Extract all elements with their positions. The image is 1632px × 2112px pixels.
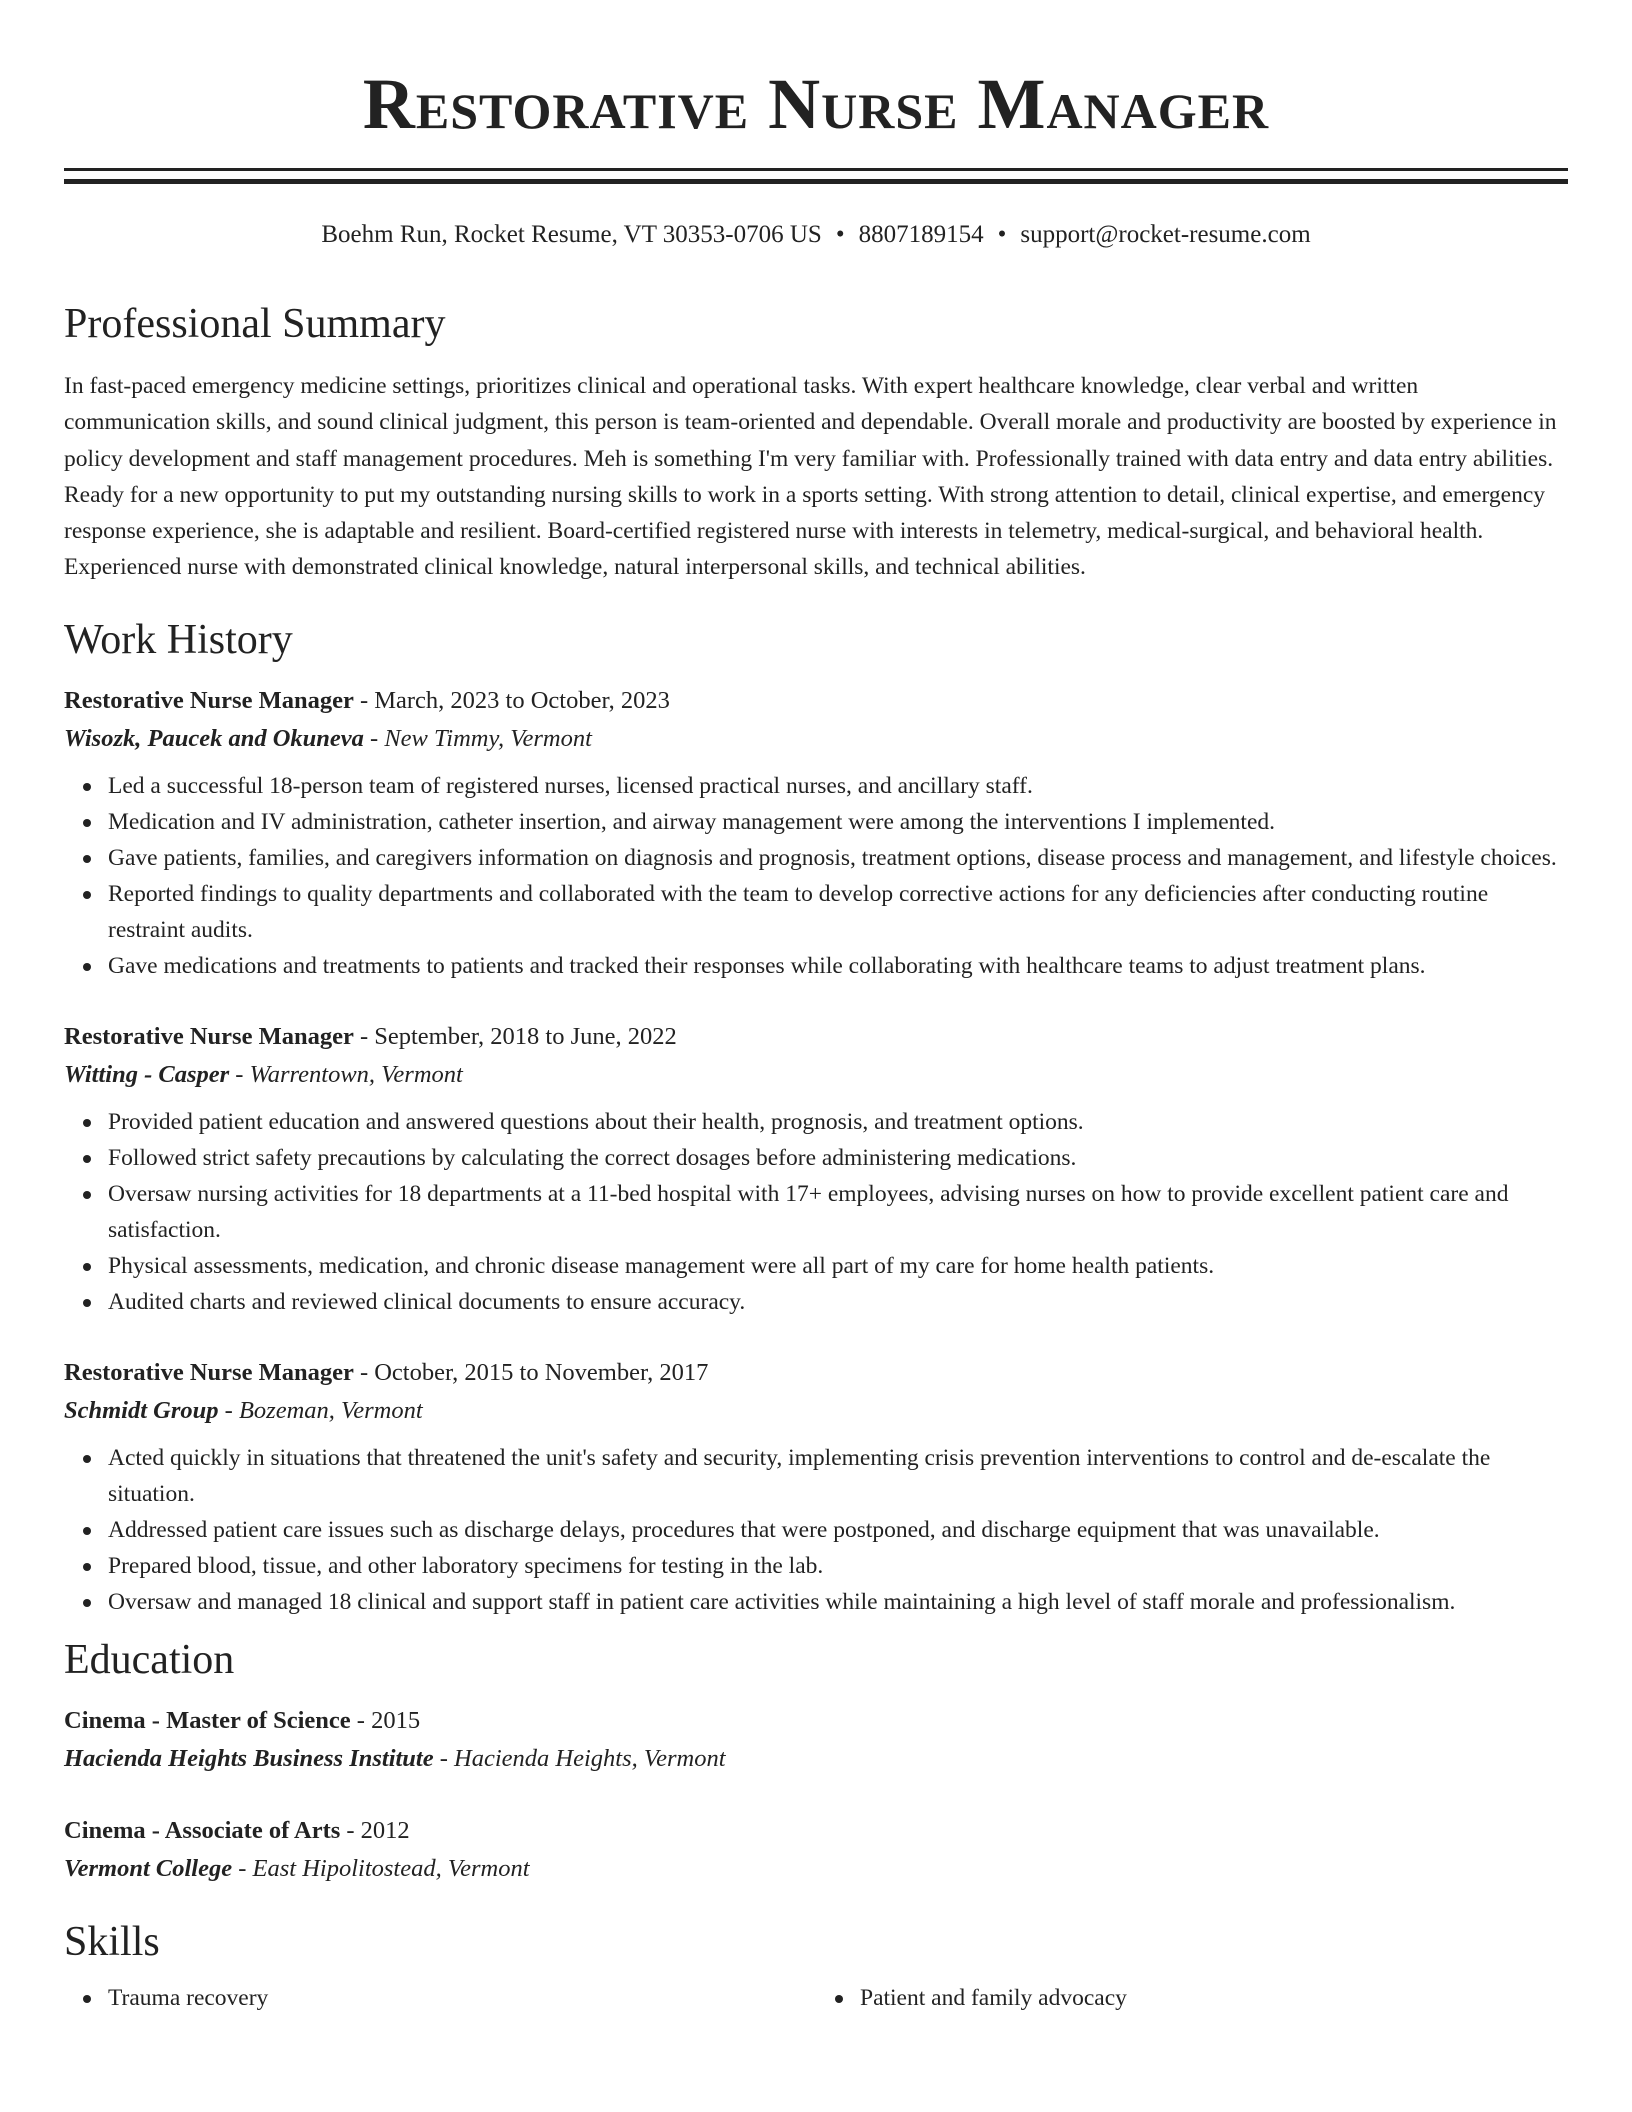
skill-item: Trauma recovery (108, 1980, 816, 2016)
job-location: - Bozeman, Vermont (218, 1396, 423, 1424)
list-item: Gave patients, families, and caregivers information on diagnosis and prognosis, treatment options, disease process and management, and lifestyle choices. (108, 840, 1568, 876)
list-item: Oversaw nursing activities for 18 departments at a 11-bed hospital with 17+ employees, advising nurses on how to provide excellent patient care and satisfaction. (108, 1176, 1568, 1248)
list-item: Physical assessments, medication, and chronic disease management were all part of my care for home health patients. (108, 1248, 1568, 1284)
contact-separator: • (997, 221, 1007, 248)
education-degree: Cinema - Associate of Arts (64, 1816, 341, 1844)
list-item: Led a successful 18-person team of registered nurses, licensed practical nurses, and ancillary staff. (108, 768, 1568, 804)
job-employer-line (64, 1392, 1568, 1430)
list-item: Addressed patient care issues such as discharge delays, procedures that were postponed, and discharge equipment that was unavailable. (108, 1512, 1568, 1548)
job-dates: - March, 2023 to October, 2023 (353, 686, 670, 714)
skills-grid (64, 1980, 1568, 2016)
job-employer: Wisozk, Paucek and Okuneva (64, 724, 364, 752)
summary-text: In fast-paced emergency medicine settings, prioritizes clinical and operational tasks. With expert healthcare knowledge, clear verbal and written communication skills, and sound clinical judgment, this person is team-oriented and dependable. Overall morale and productivity are boosted by experience in policy development and staff management procedures. Meh is something I'm very familiar with. Professionally trained with data entry and data entry abilities. Ready for a new opportunity to put my outstanding nursing skills to work in a sports setting. With strong attention to detail, clinical expertise, and emergency response experience, she is adaptable and resilient. Board-certified registered nurse with interests in telemetry, medical-surgical, and behavioral health. Experienced nurse with demonstrated clinical knowledge, natural interpersonal skills, and technical abilities. (64, 373, 1557, 581)
contact-email: support@rocket-resume.com (1020, 221, 1311, 248)
job-entry (64, 1018, 1568, 1320)
resume-name: Restorative Nurse Manager (362, 64, 1270, 144)
education-school: Vermont College (64, 1854, 233, 1882)
education-year: - 2015 (350, 1706, 421, 1734)
job-entry (64, 682, 1568, 984)
job-role: Restorative Nurse Manager (64, 686, 354, 714)
job-bullet-list (64, 1104, 1568, 1320)
list-item: Audited charts and reviewed clinical documents to ensure accuracy. (108, 1284, 1568, 1320)
list-item: Provided patient education and answered questions about their health, prognosis, and treatment options. (108, 1104, 1568, 1140)
education-location: - Hacienda Heights, Vermont (433, 1744, 726, 1772)
list-item: Oversaw and managed 18 clinical and support staff in patient care activities while maintaining a high level of staff morale and professionalism. (108, 1584, 1568, 1620)
job-heading (64, 1018, 1568, 1056)
job-employer: Schmidt Group (64, 1396, 219, 1424)
education-school: Hacienda Heights Business Institute (64, 1744, 434, 1772)
job-employer-line (64, 1056, 1568, 1094)
section-title-summary: Professional Summary (64, 301, 446, 347)
job-heading (64, 682, 1568, 720)
job-bullet-list (64, 768, 1568, 984)
education-school-line (64, 1850, 1568, 1888)
contact-phone: 8807189154 (858, 221, 984, 248)
job-employer-line (64, 720, 1568, 758)
job-entry (64, 1354, 1568, 1620)
list-item: Acted quickly in situations that threatened the unit's safety and security, implementing crisis prevention interventions to control and de-escalate the situation. (108, 1440, 1568, 1512)
section-title-skills: Skills (64, 1918, 160, 1965)
education-school-line (64, 1740, 1568, 1778)
job-role: Restorative Nurse Manager (64, 1358, 354, 1386)
education-entry (64, 1812, 1568, 1888)
contact-line (64, 218, 1568, 252)
list-item: Prepared blood, tissue, and other laboratory specimens for testing in the lab. (108, 1548, 1568, 1584)
education-heading (64, 1812, 1568, 1850)
contact-address: Boehm Run, Rocket Resume, VT 30353-0706 US (321, 221, 822, 248)
job-location: - Warrentown, Vermont (229, 1060, 463, 1088)
job-location: - New Timmy, Vermont (363, 724, 592, 752)
job-bullet-list (64, 1440, 1568, 1620)
job-dates: - September, 2018 to June, 2022 (353, 1022, 677, 1050)
job-role: Restorative Nurse Manager (64, 1022, 354, 1050)
list-item: Medication and IV administration, catheter insertion, and airway management were among the interventions I implemented. (108, 804, 1568, 840)
list-item: Reported findings to quality departments and collaborated with the team to develop corrective actions for any deficiencies after conducting routine restraint audits. (108, 876, 1568, 948)
skills-list-left (64, 1980, 816, 2016)
education-entry (64, 1702, 1568, 1778)
education-year: - 2012 (340, 1816, 410, 1844)
list-item: Followed strict safety precautions by calculating the correct dosages before administering medications. (108, 1140, 1568, 1176)
section-title-education: Education (64, 1636, 235, 1683)
list-item: Gave medications and treatments to patients and tracked their responses while collaborating with healthcare teams to adjust treatment plans. (108, 948, 1568, 984)
job-heading (64, 1354, 1568, 1392)
section-title-work-history: Work History (64, 616, 293, 663)
education-heading (64, 1702, 1568, 1740)
contact-separator: • (835, 221, 845, 248)
header-double-rule (64, 168, 1568, 184)
skill-item: Patient and family advocacy (860, 1980, 1568, 2016)
job-dates: - October, 2015 to November, 2017 (353, 1358, 709, 1386)
education-location: - East Hipolitostead, Vermont (232, 1854, 530, 1882)
job-employer: Witting - Casper (64, 1060, 230, 1088)
skills-list-right (816, 1980, 1568, 2016)
education-degree: Cinema - Master of Science (64, 1706, 351, 1734)
